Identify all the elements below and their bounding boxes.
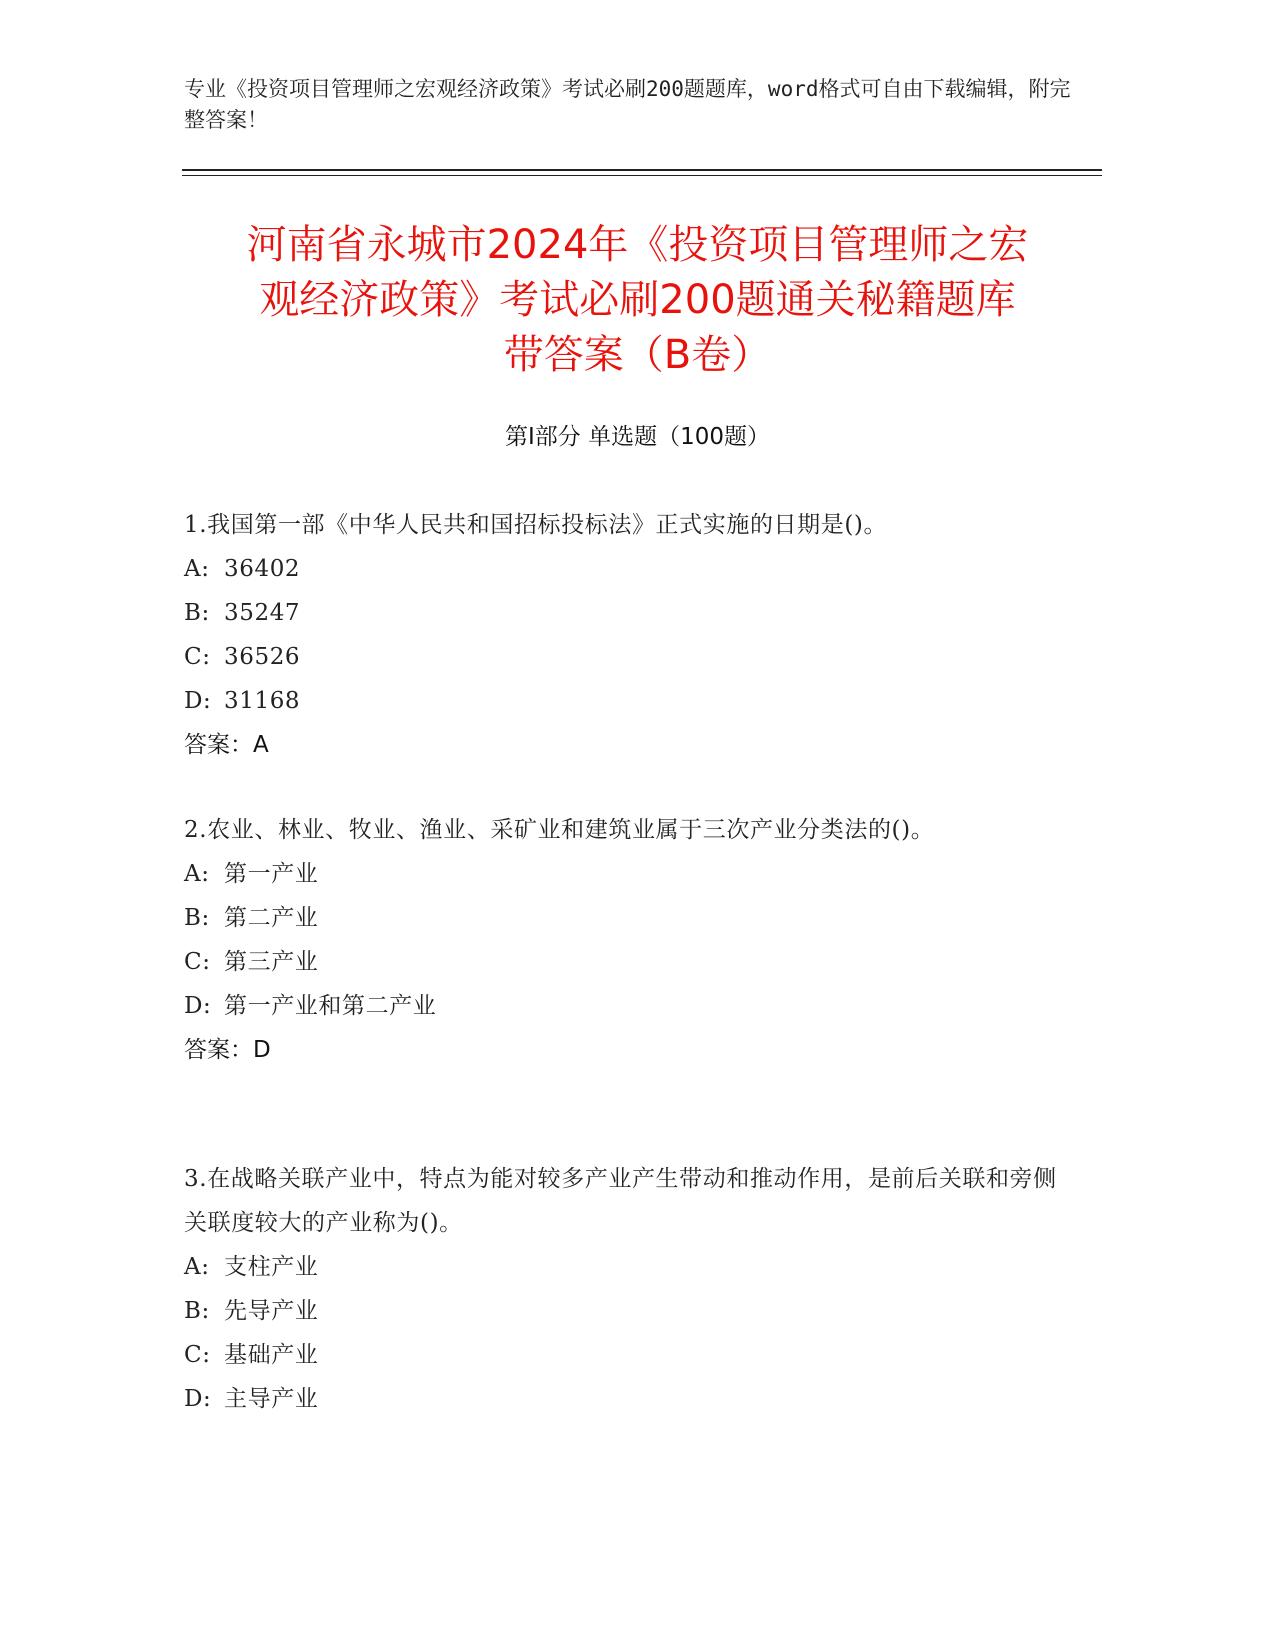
option-label: A: — [184, 1254, 210, 1280]
title-line-1: 河南省永城市2024年《投资项目管理师之宏 — [246, 222, 1029, 268]
option-text: 35247 — [224, 600, 301, 626]
option-text: 第一产业 — [224, 861, 319, 887]
option-c — [184, 635, 1064, 679]
option-a — [184, 1245, 1064, 1289]
header-rule-thick — [182, 169, 1102, 171]
answer: 答案：D — [184, 1037, 271, 1063]
option-d — [184, 1377, 1064, 1421]
option-a — [184, 547, 1064, 591]
option-text: 第二产业 — [224, 905, 319, 931]
answer: 答案：A — [184, 732, 269, 758]
section-title: 第Ⅰ部分 单选题（100题） — [505, 424, 770, 450]
option-text: 基础产业 — [224, 1342, 319, 1368]
option-b — [184, 591, 1064, 635]
question-stem: 1.我国第一部《中华人民共和国招标投标法》正式实施的日期是()。 — [184, 512, 888, 538]
option-text: 36402 — [224, 556, 301, 582]
option-text: 支柱产业 — [224, 1254, 319, 1280]
option-d — [184, 984, 1064, 1028]
option-label: A: — [184, 861, 210, 887]
header-rule-thin — [182, 175, 1102, 176]
question-3 — [184, 1157, 1064, 1421]
option-text: 31168 — [224, 688, 301, 714]
option-text: 第一产业和第二产业 — [224, 993, 437, 1019]
option-b — [184, 1289, 1064, 1333]
question-stem: 2.农业、林业、牧业、渔业、采矿业和建筑业属于三次产业分类法的()。 — [184, 817, 935, 843]
option-c — [184, 940, 1064, 984]
option-label: D: — [184, 688, 212, 714]
option-label: B: — [184, 600, 210, 626]
question-stem: 3.在战略关联产业中，特点为能对较多产业产生带动和推动作用，是前后关联和旁侧关联度较大的产业称为()。 — [184, 1166, 1057, 1236]
option-label: C: — [184, 1342, 211, 1368]
question-2 — [184, 808, 1064, 1072]
option-text: 36526 — [224, 644, 301, 670]
option-text: 主导产业 — [224, 1386, 319, 1412]
option-a — [184, 852, 1064, 896]
option-text: 第三产业 — [224, 949, 319, 975]
option-text: 先导产业 — [224, 1298, 319, 1324]
option-b — [184, 896, 1064, 940]
title-line-2: 观经济政策》考试必刷200题通关秘籍题库 — [259, 277, 1016, 323]
option-label: B: — [184, 1298, 210, 1324]
option-label: A: — [184, 556, 210, 582]
option-label: D: — [184, 1386, 212, 1412]
document-title — [150, 218, 1125, 383]
option-label: C: — [184, 949, 211, 975]
option-label: C: — [184, 644, 211, 670]
option-label: D: — [184, 993, 212, 1019]
option-label: B: — [184, 905, 210, 931]
question-1 — [184, 503, 1064, 767]
option-c — [184, 1333, 1064, 1377]
option-d — [184, 679, 1064, 723]
header-note: 专业《投资项目管理师之宏观经济政策》考试必刷200题题库，word格式可自由下载编辑，附完整答案！ — [184, 77, 1071, 132]
title-line-3: 带答案（B卷） — [503, 332, 772, 378]
